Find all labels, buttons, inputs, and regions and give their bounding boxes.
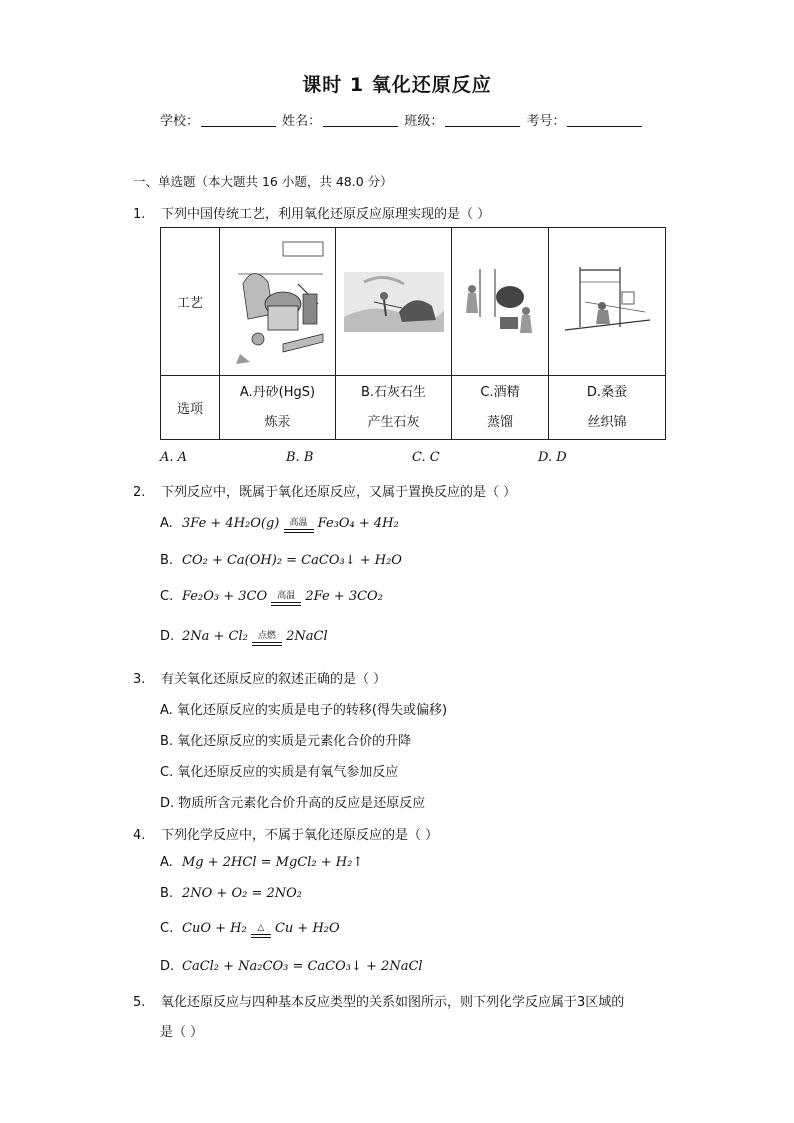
q2-option-c[interactable] <box>160 589 383 606</box>
option-c-line1: C.酒精 <box>480 384 520 400</box>
equation-left: 3Fe + 4H₂O(g) <box>182 516 280 531</box>
question-stem: 有关氧化还原反应的叙述正确的是（ ） <box>161 672 387 687</box>
option-cell-c <box>452 376 549 440</box>
option-letter: B. <box>160 886 174 901</box>
page-title: 课时 1 氧化还原反应 <box>302 74 492 96</box>
question-number: 2. <box>133 485 146 500</box>
craft-image-c <box>452 228 549 376</box>
q3-option-c[interactable]: C. 氧化还原反应的实质是有氧气参加反应 <box>160 765 399 780</box>
craft-image-d <box>549 228 666 376</box>
option-letter: A. <box>160 516 173 531</box>
equation: Mg + 2HCl = MgCl₂ + H₂↑ <box>182 855 364 870</box>
q3-option-b[interactable]: B. 氧化还原反应的实质是元素化合价的升降 <box>160 734 412 749</box>
option-c-line2: 蒸馏 <box>486 414 513 430</box>
student-info-line <box>160 110 644 129</box>
equation-left: Fe₂O₃ + 3CO <box>182 589 268 604</box>
question-number: 4. <box>133 828 146 843</box>
option-a-line1: A.丹砂(HgS) <box>239 384 316 400</box>
option-letter: C. <box>160 589 174 604</box>
question-stem-line1: 氧化还原反应与四种基本反应类型的关系如图所示，则下列化学反应属于3区域的 <box>161 995 625 1010</box>
q1-option-d[interactable]: D. D <box>538 450 567 465</box>
mercury-refining-illustration-icon <box>228 234 328 369</box>
question-stem: 下列化学反应中，不属于氧化还原反应的是（ ） <box>161 828 439 843</box>
equation-left: 2Na + Cl₂ <box>182 629 248 644</box>
craft-image-a <box>220 228 336 376</box>
craft-image-b <box>336 228 452 376</box>
row-header-craft: 工艺 <box>161 228 220 376</box>
option-cell-d <box>549 376 666 440</box>
q2-option-b[interactable] <box>160 553 402 568</box>
q2-option-d[interactable] <box>160 629 328 646</box>
q1-option-c[interactable]: C. C <box>412 450 440 465</box>
q4-option-c[interactable] <box>160 921 340 938</box>
q1-option-a[interactable]: A. A <box>160 450 188 465</box>
equation-left: CuO + H₂ <box>182 921 247 936</box>
question-4 <box>133 824 438 843</box>
option-letter: D. <box>160 629 175 644</box>
option-d-line1: D.桑蚕 <box>586 384 628 400</box>
q2-option-a[interactable] <box>160 516 399 533</box>
question-3 <box>133 668 386 687</box>
equation-right: 2NaCl <box>286 629 328 644</box>
option-letter: C. <box>160 921 174 936</box>
reaction-condition: 高温 <box>277 591 296 601</box>
reaction-condition: 点燃 <box>258 631 277 641</box>
question-number: 5. <box>133 995 146 1010</box>
option-cell-a <box>220 376 336 440</box>
q4-option-d[interactable] <box>160 959 423 974</box>
equation: CaCl₂ + Na₂CO₃ = CaCO₃↓ + 2NaCl <box>182 959 423 974</box>
question-stem-line2: 是（ ） <box>160 1025 204 1040</box>
q4-option-a[interactable] <box>160 855 363 870</box>
option-b-line2: 产生石灰 <box>367 414 420 430</box>
question-1 <box>133 203 490 222</box>
alcohol-distillation-illustration-icon <box>460 267 540 337</box>
question-2 <box>133 481 516 500</box>
class-blank[interactable] <box>445 114 520 127</box>
question-number: 3. <box>133 672 146 687</box>
question-stem: 下列中国传统工艺，利用氧化还原反应原理实现的是（ ） <box>161 207 491 222</box>
section-title: 一、单选题（本大题共 16 小题，共 48.0 分） <box>133 174 393 189</box>
option-b-line1: B.石灰石生 <box>360 384 427 400</box>
name-blank[interactable] <box>323 114 398 127</box>
exam-no-label: 考号： <box>526 114 566 129</box>
q3-option-d[interactable]: D. 物质所含元素化合价升高的反应是还原反应 <box>160 796 426 811</box>
silk-weaving-illustration-icon <box>560 262 655 342</box>
question-stem: 下列反应中，既属于氧化还原反应，又属于置换反应的是（ ） <box>161 485 517 500</box>
q1-option-b[interactable]: B. B <box>286 450 314 465</box>
option-d-line2: 丝织锦 <box>587 414 627 430</box>
craft-table <box>160 227 666 440</box>
option-letter: A. <box>160 855 173 870</box>
question-number: 1. <box>133 207 146 222</box>
option-cell-b <box>336 376 452 440</box>
option-letter: B. <box>160 553 174 568</box>
row-header-option: 选项 <box>161 376 220 440</box>
reaction-condition: △ <box>257 923 265 933</box>
lime-burning-illustration-icon <box>344 272 444 332</box>
equation-right: Cu + H₂O <box>274 921 340 936</box>
name-label: 姓名： <box>282 114 322 129</box>
equation-right: Fe₃O₄ + 4H₂ <box>317 516 399 531</box>
option-letter: D. <box>160 959 175 974</box>
q3-option-a[interactable]: A. 氧化还原反应的实质是电子的转移(得失或偏移) <box>160 703 448 718</box>
reaction-condition: 高温 <box>289 518 308 528</box>
option-a-line2: 炼汞 <box>264 414 291 430</box>
equation-right: 2Fe + 3CO₂ <box>305 589 383 604</box>
equation: 2NO + O₂ = 2NO₂ <box>182 886 303 901</box>
school-label: 学校： <box>160 114 200 129</box>
school-blank[interactable] <box>201 114 276 127</box>
class-label: 班级： <box>404 114 444 129</box>
exam-no-blank[interactable] <box>567 114 642 127</box>
equation: CO₂ + Ca(OH)₂ = CaCO₃↓ + H₂O <box>182 553 402 568</box>
q4-option-b[interactable] <box>160 886 302 901</box>
question-5 <box>133 991 624 1010</box>
